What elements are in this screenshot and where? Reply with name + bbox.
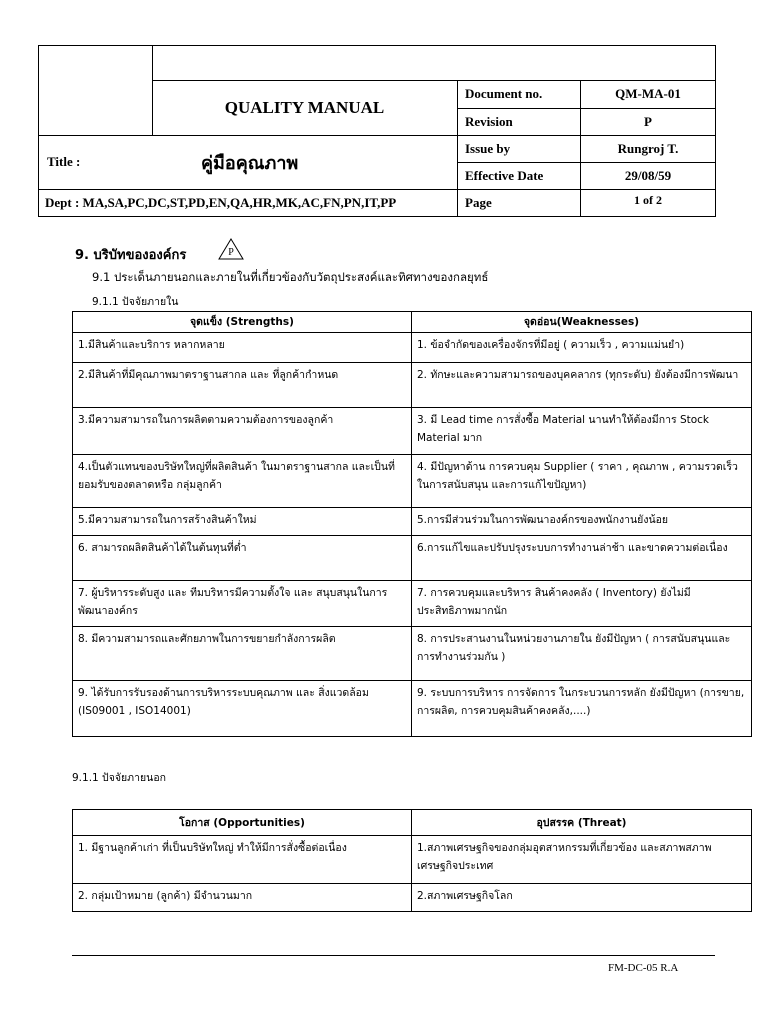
strength-cell: 5.มีความสามารถในการสร้างสินค้าใหม่	[73, 508, 412, 536]
title-thai: คู่มือคุณภาพ	[201, 152, 299, 174]
external-factors-label: 9.1.1 ปัจจัยภายนอก	[72, 772, 166, 784]
opportunity-cell: 1. มีฐานลูกค้าเก่า ที่เป็นบริษัทใหญ่ ทำให้มีการสั่งซื้อต่อเนื่อง	[73, 836, 412, 884]
column-header-weaknesses: จุดอ่อน(Weaknesses)	[412, 312, 752, 333]
document-header	[38, 45, 716, 217]
field-label-revision: Revision	[465, 113, 513, 129]
strength-cell: 6. สามารถผลิตสินค้าได้ในต้นทุนที่ต่ำ	[73, 536, 412, 581]
table-row	[73, 836, 752, 884]
field-label-effective-date: Effective Date	[465, 167, 544, 183]
table-row	[73, 581, 752, 627]
weakness-cell: 3. มี Lead time การสั่งซื้อ Material นานทำให้ต้องมีการ Stock Material มาก	[412, 408, 752, 455]
field-label-issue-by: Issue by	[465, 140, 511, 156]
title-label: Title :	[47, 154, 81, 169]
weakness-cell: 2. ทักษะและความสามารถของบุคคลากร (ทุกระดับ) ยังต้องมีการพัฒนา	[412, 363, 752, 408]
table-row	[73, 508, 752, 536]
weakness-cell: 7. การควบคุมและบริหาร สินค้าคงคลัง ( Inventory) ยังไม่มีประสิทธิภาพมากนัก	[412, 581, 752, 627]
strength-cell: 9. ได้รับการรับรองด้านการบริหารระบบคุณภาพ และ สิ่งแวดล้อม (IS09001 , ISO14001)	[73, 681, 412, 737]
table-header-row	[73, 312, 752, 333]
column-header-opportunities: โอกาส (Opportunities)	[73, 810, 412, 836]
divider	[457, 80, 458, 217]
form-code: FM-DC-05 R.A	[608, 962, 679, 974]
field-value-issue-by: Rungroj T.	[617, 140, 679, 156]
weakness-cell: 6.การแก้ไขและปรับปรุงระบบการทำงานล่าช้า และขาดความต่อเนื่อง	[412, 536, 752, 581]
strength-cell: 3.มีความสามารถในการผลิตตามความต้องการของลูกค้า	[73, 408, 412, 455]
weakness-cell: 1. ข้อจำกัดของเครื่องจักรที่มีอยู่ ( ความเร็ว , ความแม่นยำ)	[412, 333, 752, 363]
table-row	[73, 627, 752, 681]
revision-mark: P	[228, 247, 234, 258]
field-value-effective-date: 29/08/59	[624, 167, 672, 183]
internal-factors-label: 9.1.1 ปัจจัยภายใน	[92, 296, 179, 308]
weakness-cell: 8. การประสานงานในหน่วยงานภายใน ยังมีปัญหา ( การสนับสนุนและการทำงานร่วมกัน )	[412, 627, 752, 681]
field-value-document-no: QM-MA-01	[615, 86, 681, 101]
external-factors-table	[72, 809, 752, 912]
weakness-cell: 4. มีปัญหาด้าน การควบคุม Supplier ( ราคา , คุณภาพ , ความรวดเร็วในการสนับสนุน และการแก้ไขปัญหา)	[412, 455, 752, 508]
strength-cell: 7. ผู้บริหารระดับสูง และ ทีมบริหารมีความตั้งใจ และ สนุบสนุนในการพัฒนาองค์กร	[73, 581, 412, 627]
manual-title: QUALITY MANUAL	[224, 97, 385, 117]
field-label-document-no: Document no.	[465, 86, 543, 101]
table-header-row	[73, 810, 752, 836]
opportunity-cell: 2. กลุ่มเป้าหมาย (ลูกค้า) มีจำนวนมาก	[73, 884, 412, 912]
threat-cell: 2.สภาพเศรษฐกิจโลก	[412, 884, 752, 912]
revision-triangle-icon	[218, 238, 244, 260]
field-label-page: Page	[465, 195, 492, 210]
field-value-page: 1 of 2	[634, 192, 662, 207]
column-header-threats: อุปสรรค (Threat)	[412, 810, 752, 836]
strength-cell: 4.เป็นตัวแทนของบริษัทใหญ่ที่ผลิตสินค้า ในมาตราฐานสากล และเป็นที่ยอมรับของตลาดหรือ กลุ่มลูกค้า	[73, 455, 412, 508]
table-row	[73, 455, 752, 508]
weakness-cell: 9. ระบบการบริหาร การจัดการ ในกระบวนการหลัก ยังมีปัญหา (การขาย, การผลิต, การควบคุมสินค้าคงคลัง,....)	[412, 681, 752, 737]
table-row	[73, 681, 752, 737]
table-row	[73, 333, 752, 363]
strength-cell: 8. มีความสามารถและศักยภาพในการขยายกำลังการผลิต	[73, 627, 412, 681]
table-row	[73, 363, 752, 408]
weakness-cell: 5.การมีส่วนร่วมในการพัฒนาองค์กรของพนักงานยังน้อย	[412, 508, 752, 536]
strength-cell: 2.มีสินค้าที่มีคุณภาพมาตราฐานสากล และ ที่ลูกค้ากำหนด	[73, 363, 412, 408]
table-row	[73, 884, 752, 912]
internal-factors-table	[72, 311, 752, 737]
threat-cell: 1.สภาพเศรษฐกิจของกลุ่มอุตสาหกรรมที่เกี่ยวข้อง และสภาพสภาพเศรษฐกิจประเทศ	[412, 836, 752, 884]
sub-heading: 9.1 ประเด็นภายนอกและภายในที่เกี่ยวข้องกับวัตถุประสงค์และทิศทางของกลยุทธ์	[92, 270, 489, 284]
section-heading: 9. บริบัทขององค์กร	[75, 248, 187, 263]
field-value-revision: P	[644, 113, 652, 129]
strength-cell: 1.มีสินค้าและบริการ หลากหลาย	[73, 333, 412, 363]
dept-list: Dept : MA,SA,PC,DC,ST,PD,EN,QA,HR,MK,AC,FN,PN,IT,PP	[45, 195, 397, 210]
table-row	[73, 408, 752, 455]
footer-divider	[72, 955, 715, 956]
column-header-strengths: จุดแข็ง (Strengths)	[73, 312, 412, 333]
table-row	[73, 536, 752, 581]
